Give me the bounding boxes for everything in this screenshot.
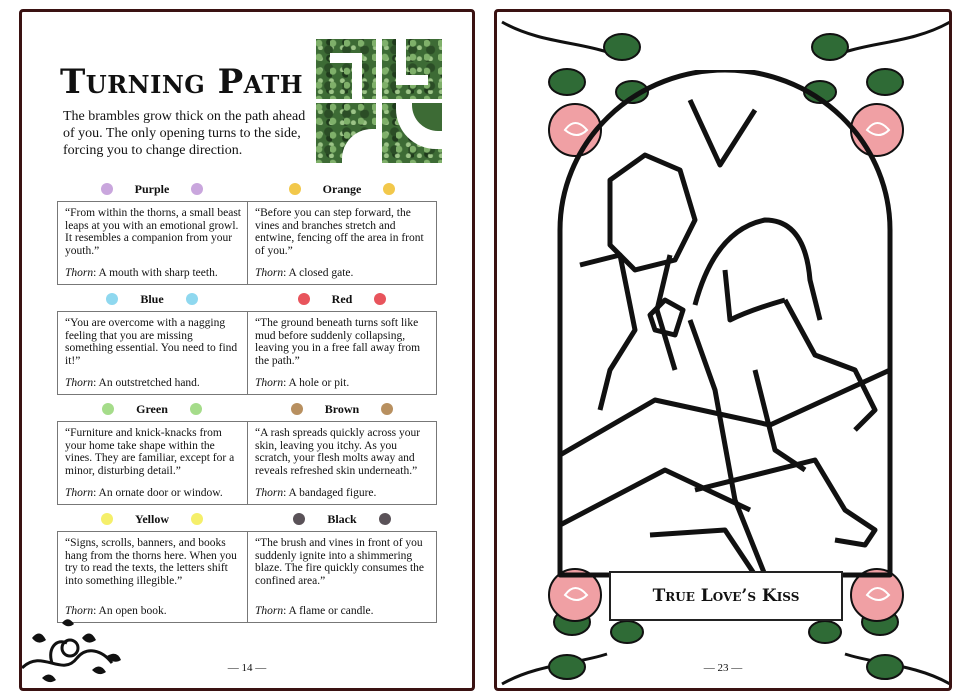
entry-quote: “The brush and vines in front of you suddenly ignite into a shimmering blaze. The fire quickly consumes the confined area.”	[255, 537, 425, 587]
color-dot	[101, 513, 113, 525]
color-dot	[374, 293, 386, 305]
color-dot	[289, 183, 301, 195]
color-header-row	[57, 177, 437, 201]
vine-ornament-icon	[22, 608, 132, 688]
color-dot	[298, 293, 310, 305]
path-tile-4	[382, 103, 442, 163]
color-header-row	[57, 397, 437, 421]
color-name: Red	[331, 291, 353, 306]
color-dot	[102, 403, 114, 415]
entry-box	[58, 202, 247, 284]
color-dot	[293, 513, 305, 525]
right-page	[494, 9, 952, 691]
color-header	[57, 182, 247, 197]
entry-thorn: Thorn: A hole or pit.	[255, 376, 350, 389]
path-tiles	[316, 39, 442, 163]
color-header	[247, 402, 437, 417]
color-dot	[191, 183, 203, 195]
color-dot	[101, 183, 113, 195]
color-table	[57, 177, 437, 625]
entry-row	[57, 421, 437, 505]
color-header	[247, 182, 437, 197]
color-header	[57, 512, 247, 527]
entry-row	[57, 311, 437, 395]
left-page	[19, 9, 475, 691]
color-name: Black	[327, 511, 357, 526]
entry-box	[247, 532, 436, 622]
entry-thorn: Thorn: An ornate door or window.	[65, 486, 223, 499]
path-tile-3	[316, 103, 376, 163]
entry-thorn: Thorn: A flame or candle.	[255, 604, 374, 617]
color-header	[57, 402, 247, 417]
color-name: Orange	[322, 181, 362, 196]
entry-quote: “Before you can step forward, the vines and branches stretch and entwine, fencing off the area in front of you.”	[255, 207, 424, 257]
color-dot	[106, 293, 118, 305]
color-header	[247, 512, 437, 527]
stained-glass-illustration	[555, 70, 895, 580]
entry-thorn: Thorn: An outstretched hand.	[65, 376, 200, 389]
color-dot	[381, 403, 393, 415]
color-dot	[191, 513, 203, 525]
entry-box	[58, 422, 247, 504]
color-header-row	[57, 507, 437, 531]
entry-quote: “The ground beneath turns soft like mud before suddenly collapsing, leaving you in a free fall away from the path.”	[255, 317, 421, 367]
intro-text: The brambles grow thick on the path ahead of you. The only opening turns to the side, forcing you to change direction.	[63, 109, 306, 158]
entry-thorn: Thorn: An open book.	[65, 604, 167, 617]
entry-box	[247, 422, 436, 504]
entry-thorn: Thorn: A bandaged figure.	[255, 486, 377, 499]
color-dot	[186, 293, 198, 305]
page-number: — 14 —	[227, 662, 267, 674]
entry-row	[57, 201, 437, 285]
entry-quote: “From within the thorns, a small beast leaps at you with an emotional growl. It resembles a companion from your youth.”	[65, 207, 241, 257]
page-title: Turning Path	[60, 62, 304, 102]
color-dot	[190, 403, 202, 415]
entry-quote: “A rash spreads quickly across your skin, leaving you itchy. As you scratch, your flesh molts away and reveals refreshed skin underneath.”	[255, 427, 421, 477]
entry-box	[58, 312, 247, 394]
color-name: Green	[136, 401, 168, 416]
entry-quote: “Signs, scrolls, banners, and books hang from the thorns here. When you try to read the texts, the letters shift into something illegible.”	[65, 537, 237, 587]
page-number: — 23 —	[703, 662, 743, 674]
color-dot	[379, 513, 391, 525]
entry-thorn: Thorn: A closed gate.	[255, 266, 354, 279]
color-header	[247, 292, 437, 307]
color-dot	[383, 183, 395, 195]
path-tile-2	[382, 39, 442, 99]
color-name: Yellow	[135, 511, 169, 526]
entry-box	[247, 312, 436, 394]
color-name: Brown	[324, 401, 360, 416]
entry-quote: “You are overcome with a nagging feeling that you are missing something essential. You need to find it!”	[65, 317, 238, 367]
card-title: True Love’s Kiss	[652, 586, 800, 606]
card-title-banner	[609, 571, 843, 621]
color-dot	[291, 403, 303, 415]
entry-thorn: Thorn: A mouth with sharp teeth.	[65, 266, 218, 279]
color-header-row	[57, 287, 437, 311]
path-tile-1	[316, 39, 376, 99]
color-name: Purple	[134, 181, 170, 196]
color-header	[57, 292, 247, 307]
entry-box	[247, 202, 436, 284]
entry-quote: “Furniture and knick-knacks from your home take shape within the vines. They are familiar, except for a minor, disturbing detail.”	[65, 427, 235, 477]
color-name: Blue	[140, 291, 164, 306]
